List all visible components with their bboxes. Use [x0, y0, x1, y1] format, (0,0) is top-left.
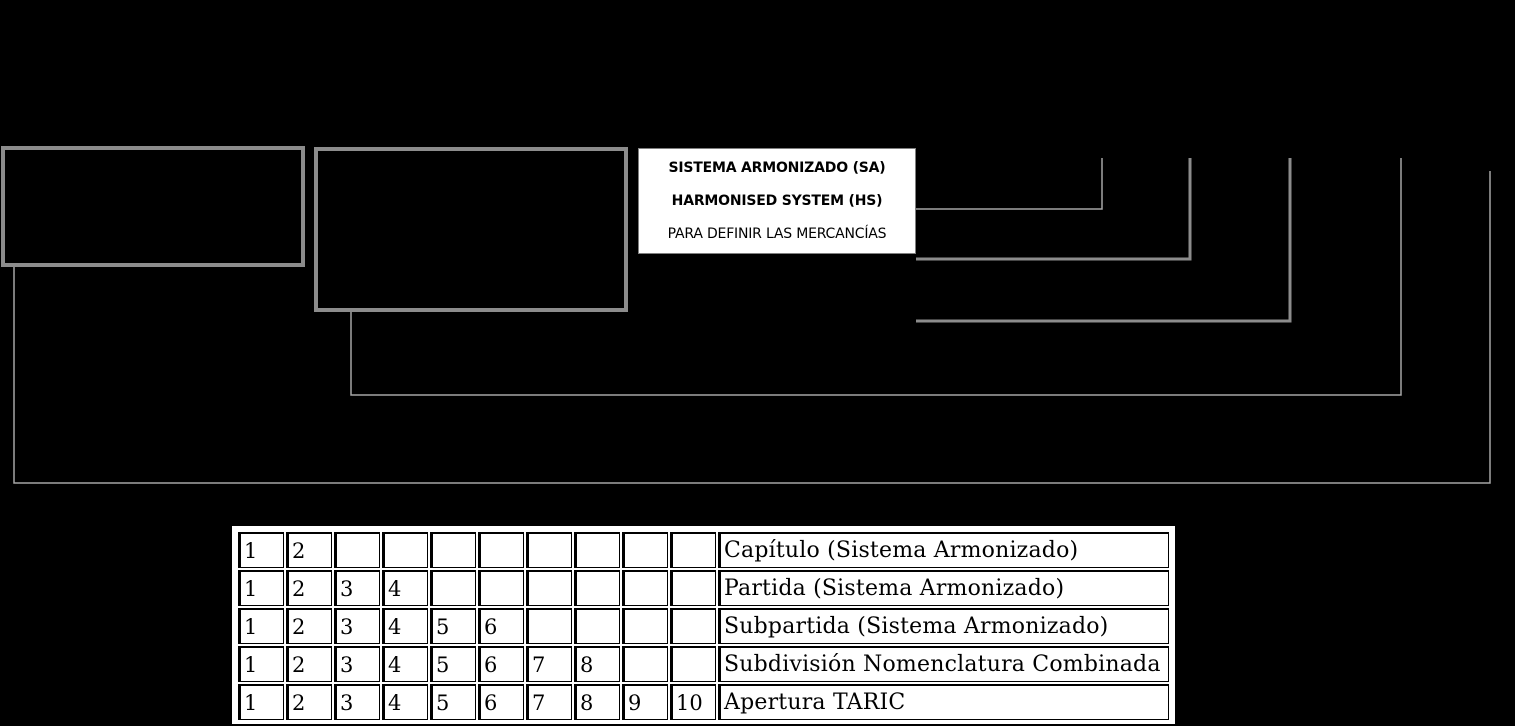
digit-cell: 1 [238, 684, 284, 720]
table-row [238, 532, 1169, 568]
digit-cell: 9 [622, 684, 668, 720]
level-label: Apertura TARIC [718, 684, 1169, 720]
digit-cell [622, 532, 668, 568]
digit-cell [574, 608, 620, 644]
digit-cell [670, 646, 716, 682]
digit-cell: 5 [430, 684, 476, 720]
digit-cell [574, 532, 620, 568]
digit-cell: 6 [478, 646, 524, 682]
digit-cell [622, 570, 668, 606]
level-label: Subdivisión Nomenclatura Combinada [718, 646, 1169, 682]
digit-cell: 4 [382, 684, 428, 720]
digit-cell [574, 570, 620, 606]
digit-cell: 8 [574, 684, 620, 720]
digit-cell: 2 [286, 646, 332, 682]
table-row [238, 570, 1169, 606]
digit-cell [478, 532, 524, 568]
sa-title: SISTEMA ARMONIZADO (SA) [668, 159, 886, 176]
hs-title: HARMONISED SYSTEM (HS) [671, 192, 883, 209]
digit-cell: 6 [478, 684, 524, 720]
digit-cell: 3 [334, 570, 380, 606]
digit-cell: 5 [430, 646, 476, 682]
digit-cell [334, 532, 380, 568]
sa-purpose: PARA DEFINIR LAS MERCANCÍAS [667, 225, 887, 242]
connector-subheading [916, 158, 1290, 321]
digit-cell: 2 [286, 608, 332, 644]
digit-cell [430, 532, 476, 568]
digit-cell: 7 [526, 684, 572, 720]
digit-cell: 6 [478, 608, 524, 644]
table-row [238, 608, 1169, 644]
digit-cell [670, 570, 716, 606]
digit-cell: 4 [382, 570, 428, 606]
outline-box-middle [314, 147, 628, 312]
connector-chapter [916, 158, 1102, 209]
digit-cell [526, 532, 572, 568]
digit-cell: 2 [286, 570, 332, 606]
digit-cell: 3 [334, 684, 380, 720]
level-label: Subpartida (Sistema Armonizado) [718, 608, 1169, 644]
digit-cell [478, 570, 524, 606]
outline-box-left [1, 146, 305, 267]
digit-cell: 1 [238, 570, 284, 606]
digit-cell: 4 [382, 608, 428, 644]
digit-cell: 3 [334, 646, 380, 682]
level-label: Partida (Sistema Armonizado) [718, 570, 1169, 606]
digit-cell: 1 [238, 608, 284, 644]
digit-cell: 5 [430, 608, 476, 644]
digit-cell [382, 532, 428, 568]
digit-cell [670, 608, 716, 644]
table-row [238, 684, 1169, 720]
code-structure-table [232, 526, 1175, 724]
digit-cell: 10 [670, 684, 716, 720]
digit-cell [526, 570, 572, 606]
harmonised-system-box [638, 148, 916, 254]
digit-cell [670, 532, 716, 568]
digit-cell [430, 570, 476, 606]
level-label: Capítulo (Sistema Armonizado) [718, 532, 1169, 568]
digit-cell: 1 [238, 532, 284, 568]
table-row [238, 646, 1169, 682]
digit-cell: 2 [286, 532, 332, 568]
digit-cell: 2 [286, 684, 332, 720]
digit-cell [622, 646, 668, 682]
digit-cell: 3 [334, 608, 380, 644]
digit-cell [526, 608, 572, 644]
digit-cell: 8 [574, 646, 620, 682]
digit-cell: 4 [382, 646, 428, 682]
digit-cell: 1 [238, 646, 284, 682]
digit-cell: 7 [526, 646, 572, 682]
digit-cell [622, 608, 668, 644]
